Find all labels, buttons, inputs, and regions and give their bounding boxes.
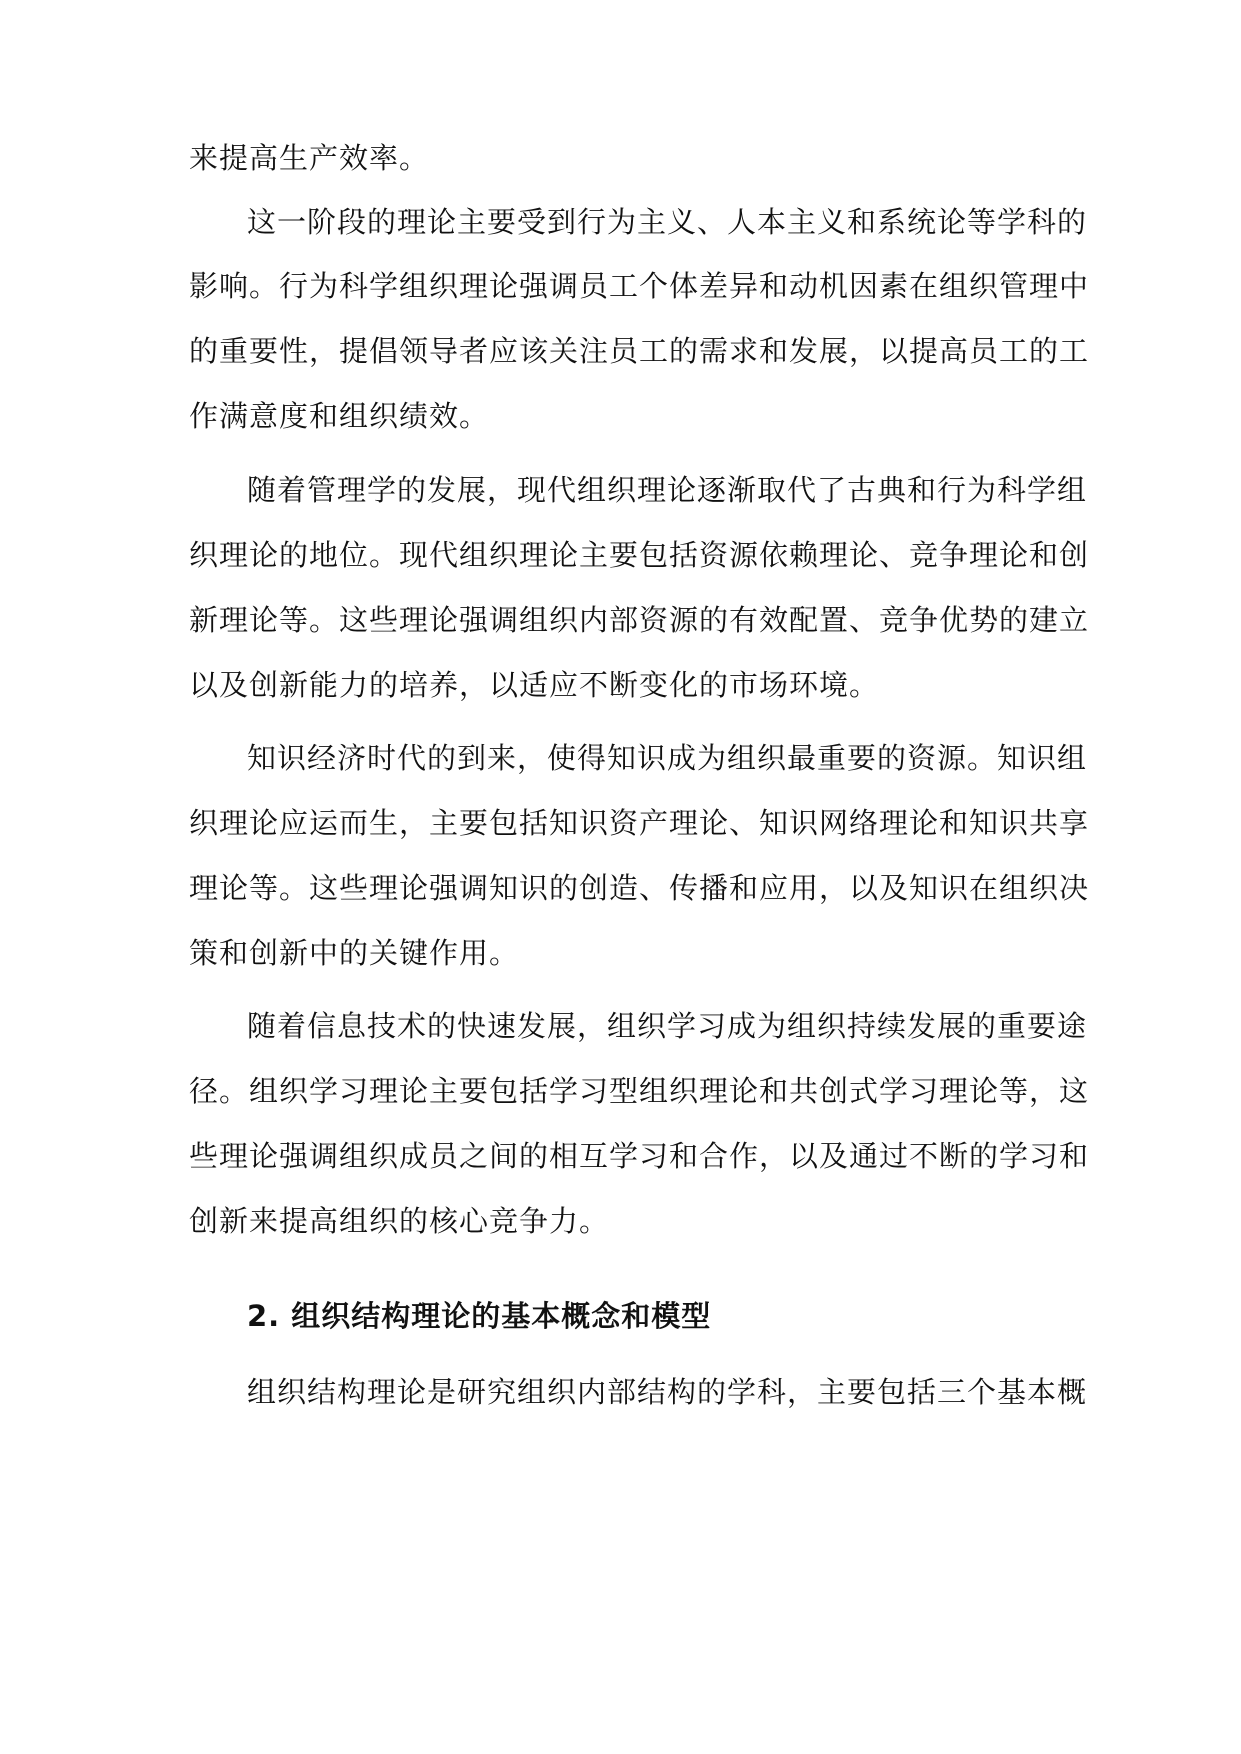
paragraph-line: 随着信息技术的快速发展，组织学习成为组织持续发展的重要途 bbox=[247, 1009, 1088, 1043]
paragraph-line: 随着管理学的发展，现代组织理论逐渐取代了古典和行为科学组 bbox=[247, 473, 1088, 507]
paragraph-line: 影响。行为科学组织理论强调员工个体差异和动机因素在组织管理中 bbox=[189, 269, 1090, 303]
paragraph-line: 组织结构理论是研究组织内部结构的学科，主要包括三个基本概 bbox=[247, 1375, 1088, 1409]
paragraph-line: 些理论强调组织成员之间的相互学习和合作，以及通过不断的学习和 bbox=[189, 1139, 1090, 1173]
paragraph-line: 来提高生产效率。 bbox=[189, 141, 430, 175]
paragraph-line: 径。组织学习理论主要包括学习型组织理论和共创式学习理论等，这 bbox=[189, 1074, 1090, 1108]
paragraph-line: 的重要性，提倡领导者应该关注员工的需求和发展，以提高员工的工 bbox=[189, 334, 1090, 368]
paragraph-line: 理论等。这些理论强调知识的创造、传播和应用，以及知识在组织决 bbox=[189, 871, 1090, 905]
paragraph-line: 这一阶段的理论主要受到行为主义、人本主义和系统论等学科的 bbox=[247, 205, 1088, 239]
paragraph-line: 创新来提高组织的核心竞争力。 bbox=[189, 1204, 610, 1238]
paragraph-line: 策和创新中的关键作用。 bbox=[189, 936, 520, 970]
paragraph-line: 织理论应运而生，主要包括知识资产理论、知识网络理论和知识共享 bbox=[189, 806, 1090, 840]
paragraph-line: 织理论的地位。现代组织理论主要包括资源依赖理论、竞争理论和创 bbox=[189, 538, 1090, 572]
paragraph-line: 知识经济时代的到来，使得知识成为组织最重要的资源。知识组 bbox=[247, 741, 1088, 775]
paragraph-line: 新理论等。这些理论强调组织内部资源的有效配置、竞争优势的建立 bbox=[189, 603, 1090, 637]
section-heading: 2. 组织结构理论的基本概念和模型 bbox=[247, 1299, 712, 1333]
paragraph-line: 作满意度和组织绩效。 bbox=[189, 399, 490, 433]
paragraph-line: 以及创新能力的培养，以适应不断变化的市场环境。 bbox=[189, 668, 880, 702]
